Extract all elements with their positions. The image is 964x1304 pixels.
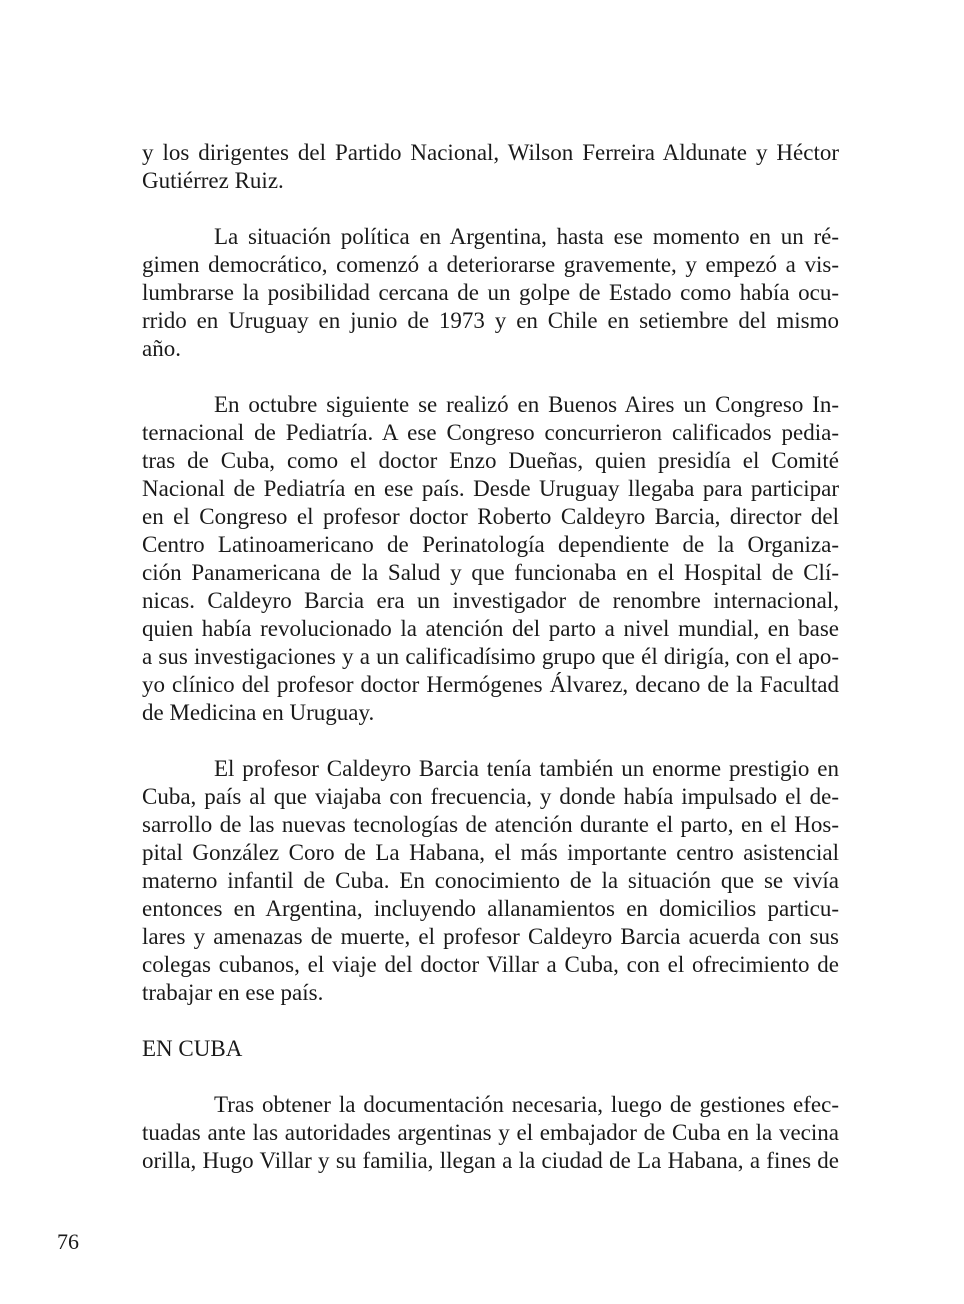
paragraph-4 xyxy=(142,755,839,1007)
text-line: Centro Latinoamericano de Perinatología dependiente de la Organiza- xyxy=(142,532,839,557)
text-line: La situación política en Argentina, hasta ese momento en un ré- xyxy=(214,224,839,249)
text-line: yo clínico del profesor doctor Hermógenes Álvarez, decano de la Facultad xyxy=(142,672,839,697)
text-line: quien había revolucionado la atención del parto a nivel mundial, en base xyxy=(142,616,839,641)
text-line: año. xyxy=(142,336,181,361)
text-line: lares y amenazas de muerte, el profesor Caldeyro Barcia acuerda con sus xyxy=(142,924,839,949)
text-line: nicas. Caldeyro Barcia era un investigador de renombre internacional, xyxy=(142,588,839,613)
text-line: lumbrarse la posibilidad cercana de un golpe de Estado como había ocu- xyxy=(142,280,839,305)
paragraph-2 xyxy=(142,223,839,363)
text-line: gimen democrático, comenzó a deteriorarse gravemente, y empezó a vis- xyxy=(142,252,839,277)
text-line: orilla, Hugo Villar y su familia, llegan a la ciudad de La Habana, a fines de xyxy=(142,1148,839,1173)
text-line: materno infantil de Cuba. En conocimiento de la situación que se vivía xyxy=(142,868,839,893)
text-line: El profesor Caldeyro Barcia tenía también un enorme prestigio en xyxy=(214,756,839,781)
text-line: y los dirigentes del Partido Nacional, Wilson Ferreira Aldunate y Héctor xyxy=(142,140,839,165)
text-line: Nacional de Pediatría en ese país. Desde Uruguay llegaba para participar xyxy=(142,476,839,501)
text-line: tuadas ante las autoridades argentinas y el embajador de Cuba en la vecina xyxy=(142,1120,839,1145)
text-line: pital González Coro de La Habana, el más importante centro asistencial xyxy=(142,840,839,865)
text-line: a sus investigaciones y a un calificadísimo grupo que él dirigía, con el apo- xyxy=(142,644,839,669)
text-line: Cuba, país al que viajaba con frecuencia, y donde había impulsado el de- xyxy=(142,784,839,809)
text-line: rrido en Uruguay en junio de 1973 y en Chile en setiembre del mismo xyxy=(142,308,839,333)
text-line: de Medicina en Uruguay. xyxy=(142,700,375,725)
text-line: Gutiérrez Ruiz. xyxy=(142,168,284,193)
text-line: sarrollo de las nuevas tecnologías de atención durante el parto, en el Hos- xyxy=(142,812,839,837)
text-line: ternacional de Pediatría. A ese Congreso concurrieron calificados pedia- xyxy=(142,420,839,445)
paragraph-1 xyxy=(142,139,839,195)
paragraph-5 xyxy=(142,1091,839,1175)
text-line: trabajar en ese país. xyxy=(142,980,324,1005)
text-line: colegas cubanos, el viaje del doctor Villar a Cuba, con el ofrecimiento de xyxy=(142,952,839,977)
page-number: 76 xyxy=(57,1229,79,1254)
text-line: ción Panamericana de la Salud y que funcionaba en el Hospital de Clí- xyxy=(142,560,839,585)
text-line: Tras obtener la documentación necesaria, luego de gestiones efec- xyxy=(214,1092,839,1117)
text-line: En octubre siguiente se realizó en Buenos Aires un Congreso In- xyxy=(214,392,839,417)
text-line: en el Congreso el profesor doctor Roberto Caldeyro Barcia, director del xyxy=(142,504,839,529)
text-line: tras de Cuba, como el doctor Enzo Dueñas, quien presidía el Comité xyxy=(142,448,839,473)
body-text xyxy=(142,139,839,1175)
paragraph-3 xyxy=(142,391,839,727)
section-heading: EN CUBA xyxy=(142,1036,243,1061)
text-line: entonces en Argentina, incluyendo allanamientos en domicilios particu- xyxy=(142,896,839,921)
